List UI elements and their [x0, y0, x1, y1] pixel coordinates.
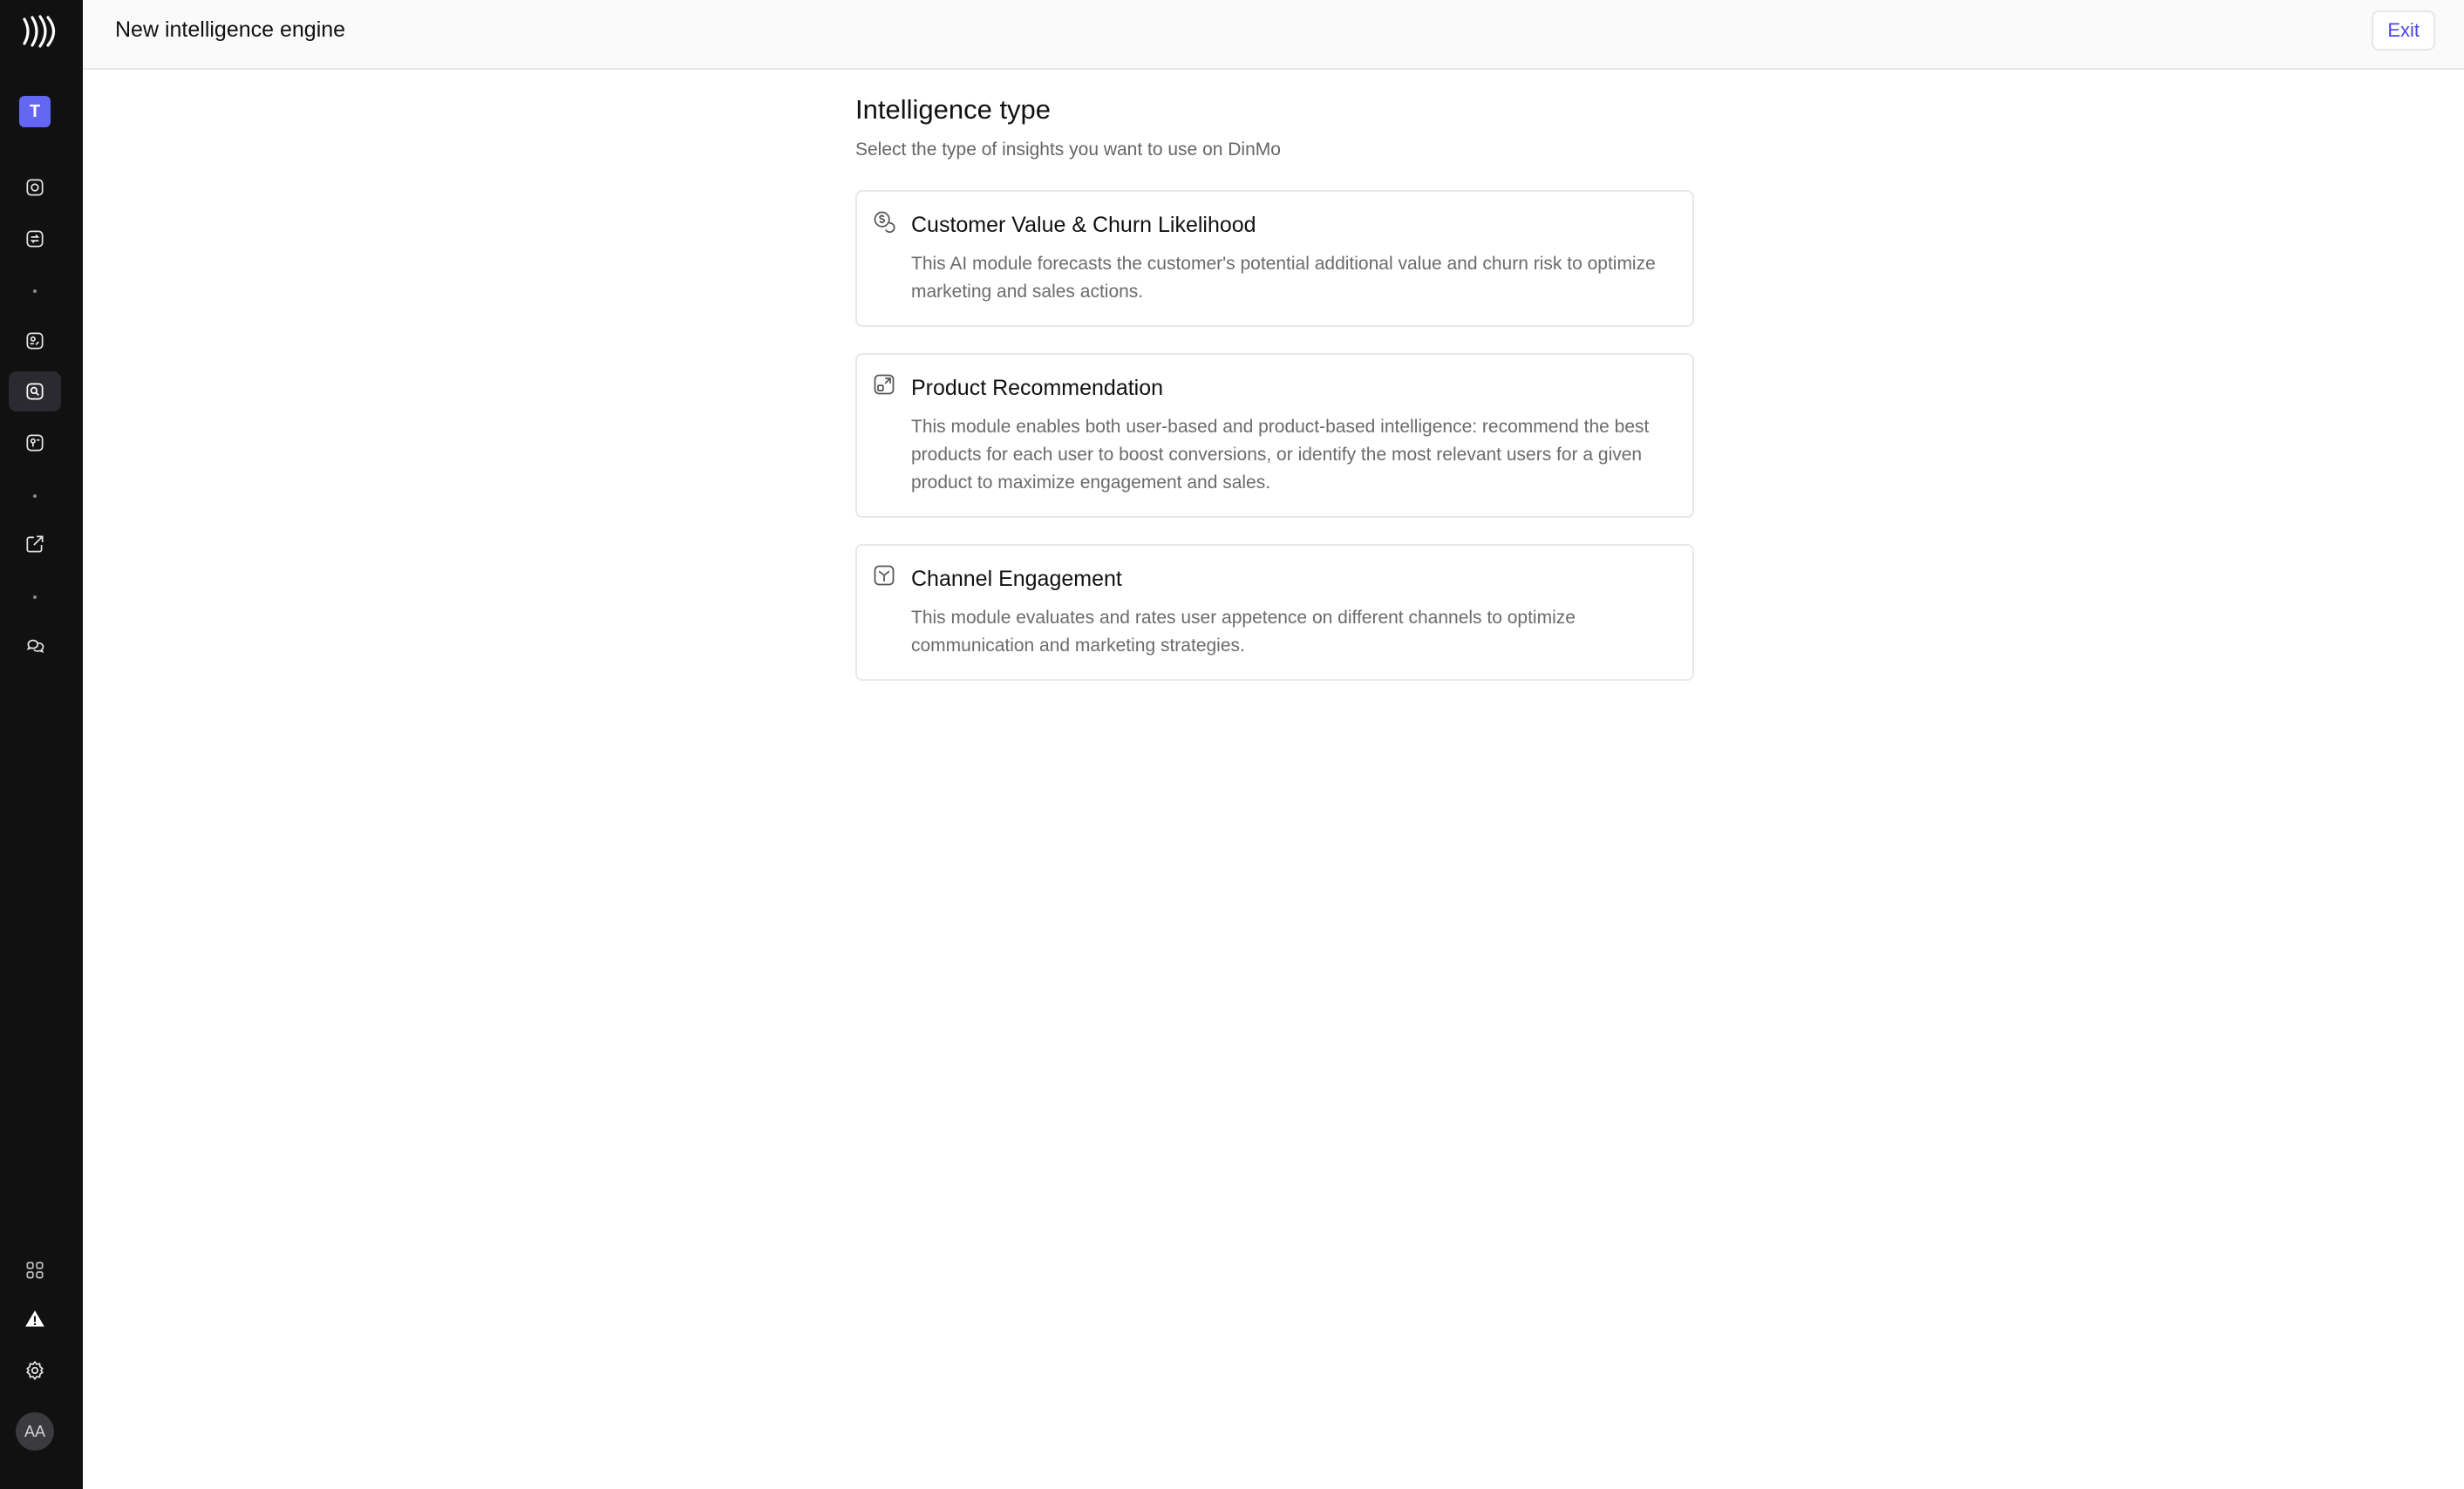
intelligence-icon[interactable]	[9, 371, 61, 411]
card-title: Product Recommendation	[911, 376, 1164, 400]
channel-branch-icon	[872, 563, 896, 588]
settings-icon[interactable]	[9, 1350, 61, 1390]
section-title: Intelligence type	[855, 94, 1052, 125]
card-customer-value-churn[interactable]	[855, 190, 1694, 327]
card-product-recommendation[interactable]	[855, 353, 1694, 518]
section-subtitle: Select the type of insights you want to use on DinMo	[855, 139, 1281, 160]
dinmo-logo-icon[interactable]	[19, 12, 59, 51]
card-title: Customer Value & Churn Likelihood	[911, 213, 1256, 237]
audience-icon[interactable]	[9, 423, 61, 463]
page-title: New intelligence engine	[115, 17, 346, 42]
card-description: This module enables both user-based and product-based intelligence: recommend the best products for each user to boost conversions, or identify the most relevant users for a given product to maximize engagement and sales.	[911, 417, 1650, 493]
export-icon[interactable]	[9, 524, 61, 564]
avatar[interactable]: AA	[16, 1412, 54, 1451]
warning-icon[interactable]	[9, 1299, 61, 1339]
dollar-coins-icon	[872, 209, 896, 234]
card-title: Channel Engagement	[911, 567, 1122, 591]
card-channel-engagement[interactable]	[855, 544, 1694, 681]
chat-icon[interactable]	[9, 626, 61, 666]
nav-separator-dot	[33, 289, 37, 293]
top-bar	[83, 0, 2464, 70]
product-share-icon	[872, 372, 896, 397]
intelligence-type-section	[855, 94, 1694, 707]
card-description: This module evaluates and rates user appetence on different channels to optimize communication and marketing strategies.	[911, 608, 1576, 656]
card-description: This AI module forecasts the customer's potential additional value and churn risk to optimize marketing and sales actions.	[911, 254, 1656, 302]
exit-button[interactable]: Exit	[2372, 10, 2435, 51]
apps-grid-icon[interactable]	[9, 1250, 61, 1290]
sync-icon[interactable]	[9, 219, 61, 259]
nav-separator-dot	[33, 494, 37, 498]
sidebar	[0, 0, 83, 1489]
instagram-like-icon[interactable]	[9, 167, 61, 207]
workspace-switcher[interactable]: T	[19, 96, 51, 127]
users-icon[interactable]	[9, 321, 61, 361]
nav-separator-dot	[33, 595, 37, 599]
